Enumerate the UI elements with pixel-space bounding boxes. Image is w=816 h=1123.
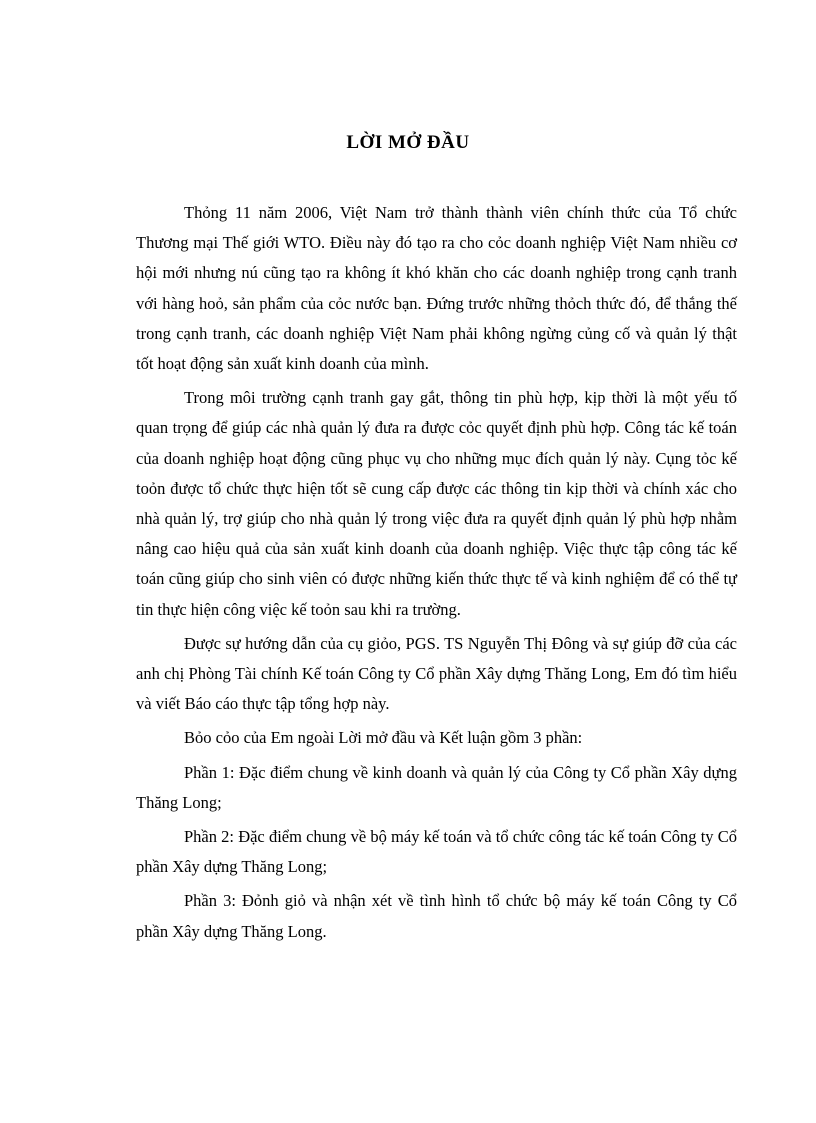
paragraph-part-3: Phần 3: Đỏnh giỏ và nhận xét về tình hình tổ chức bộ máy kế toán Công ty Cổ phần Xây dựng Thăng Long. (136, 891, 737, 941)
document-body (136, 198, 737, 951)
paragraph-accounting-role: Trong môi trường cạnh tranh gay gắt, thông tin phù hợp, kịp thời là một yếu tố quan trọng để giúp các nhà quản lý đưa ra được cỏc quyết định phù hợp. Công tác kế toán của doanh nghiệp hoạt động cũng phục vụ cho những mục đích quản lý này. Cụng tỏc kế toỏn được tổ chức thực hiện tốt sẽ cung cấp được các thông tin kịp thời và chính xác cho nhà quản lý, trợ giúp cho nhà quản lý trong việc đưa ra quyết định quản lý phù hợp nhằm nâng cao hiệu quả của sản xuất kinh doanh của doanh nghiệp. Việc thực tập công tác kế toán cũng giúp cho sinh viên có được những kiến thức thực tế và kinh nghiệm để có thể tự tin thực hiện công việc kế toỏn sau khi ra trường. (136, 388, 737, 619)
paragraph-part-2: Phần 2: Đặc điểm chung về bộ máy kế toán và tổ chức công tác kế toán Công ty Cổ phần Xây dựng Thăng Long; (136, 827, 737, 877)
paragraph-part-1: Phần 1: Đặc điểm chung về kinh doanh và quản lý của Công ty Cổ phần Xây dựng Thăng Long; (136, 762, 737, 812)
paragraph-intro-wto: Thỏng 11 năm 2006, Việt Nam trở thành thành viên chính thức của Tổ chức Thương mại Thế giới WTO. Điều này đó tạo ra cho cỏc doanh nghiệp Việt Nam nhiều cơ hội mới nhưng nú cũng tạo ra không ít khó khăn cho các doanh nghiệp trong cạnh tranh với hàng hoỏ, sản phẩm của cỏc nước bạn. Đứng trước những thỏch thức đó, để thắng thế trong cạnh tranh, các doanh nghiệp Việt Nam phải không ngừng củng cố và quản lý thật tốt hoạt động sản xuất kinh doanh của mình. (136, 203, 737, 374)
page-title: LỜI MỞ ĐẦU (346, 132, 470, 153)
paragraph-report-structure: Bỏo cỏo của Em ngoài Lời mở đầu và Kết luận gồm 3 phần: (184, 728, 583, 748)
paragraph-acknowledgement: Được sự hướng dẫn của cụ giỏo, PGS. TS Nguyễn Thị Đông và sự giúp đỡ của các anh chị Phòng Tài chính Kế toán Công ty Cổ phần Xây dựng Thăng Long, Em đó tìm hiểu và viết Báo cáo thực tập tổng hợp này. (136, 633, 737, 714)
